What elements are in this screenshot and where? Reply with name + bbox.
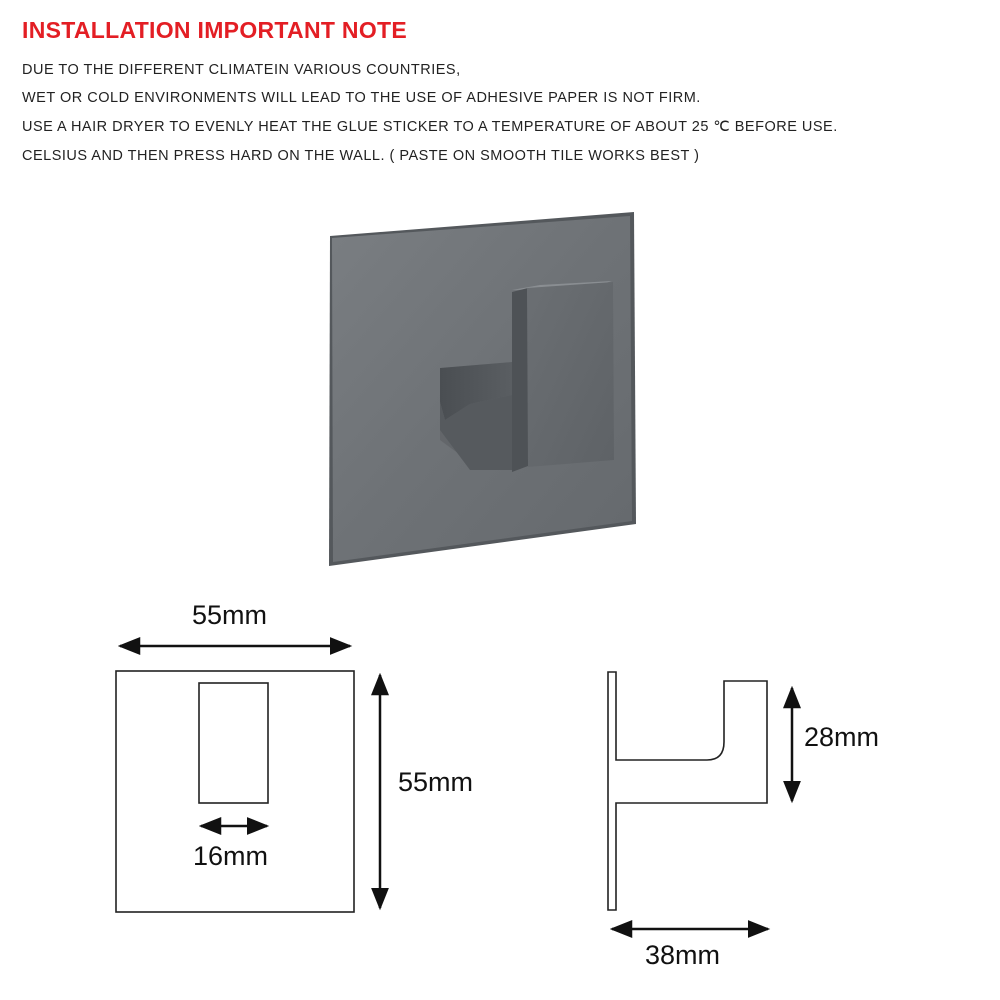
side-profile-outline bbox=[608, 672, 767, 910]
front-width-label: 55mm bbox=[192, 600, 268, 630]
side-view bbox=[608, 672, 792, 929]
hook-width-label: 16mm bbox=[193, 841, 269, 871]
side-depth-label: 38mm bbox=[645, 940, 721, 970]
note-line: USE A HAIR DRYER TO EVENLY HEAT THE GLUE STICKER TO A TEMPERATURE OF ABOUT 25 ℃ BEFORE USE. bbox=[22, 119, 838, 135]
note-line: DUE TO THE DIFFERENT CLIMATEIN VARIOUS COUNTRIES, bbox=[22, 62, 461, 78]
side-height-label: 28mm bbox=[804, 722, 880, 752]
note-line: CELSIUS AND THEN PRESS HARD ON THE WALL. ( PASTE ON SMOOTH TILE WORKS BEST ) bbox=[22, 148, 700, 164]
front-plate-outline bbox=[116, 671, 354, 912]
front-height-label: 55mm bbox=[398, 767, 474, 797]
front-hook-outline bbox=[199, 683, 268, 803]
front-view bbox=[116, 646, 380, 912]
note-title: INSTALLATION IMPORTANT NOTE bbox=[22, 17, 408, 43]
note-line: WET OR COLD ENVIRONMENTS WILL LEAD TO THE USE OF ADHESIVE PAPER IS NOT FIRM. bbox=[22, 90, 701, 106]
